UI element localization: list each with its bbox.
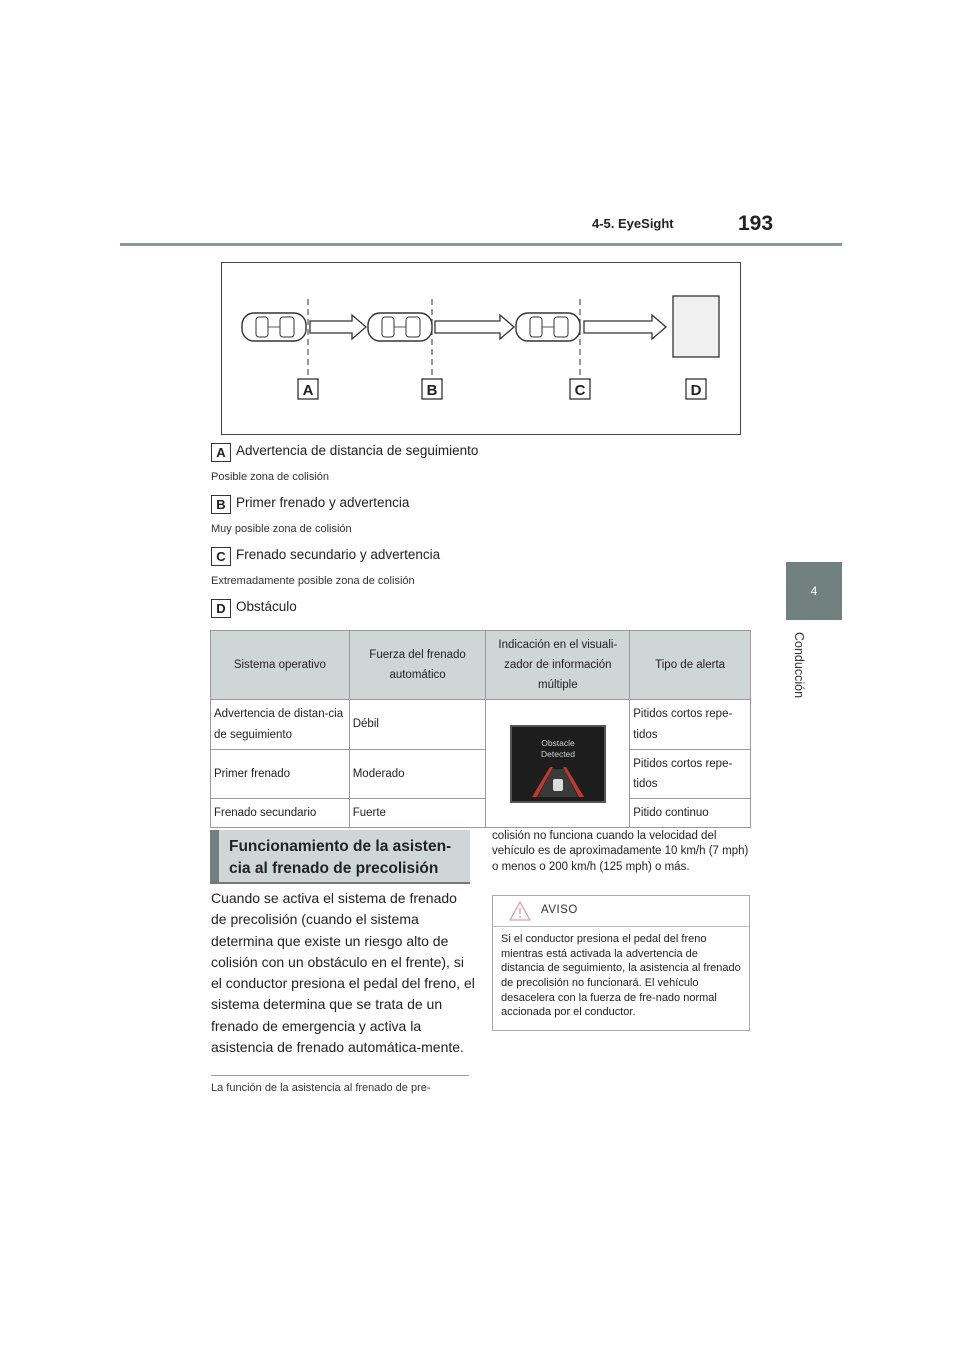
table-cell: Pitidos cortos repe-tidos xyxy=(630,749,751,798)
table-cell: Débil xyxy=(349,700,486,749)
legend-description: Muy posible zona de colisión xyxy=(211,523,352,535)
table-header: Sistema operativo xyxy=(211,631,350,700)
car-icon xyxy=(242,313,306,341)
table-cell: Pitidos cortos repe-tidos xyxy=(630,700,751,749)
legend-item-d xyxy=(211,599,297,618)
warning-triangle-icon xyxy=(509,901,531,921)
legend-title: Frenado secundario y advertencia xyxy=(236,547,441,562)
table-row xyxy=(211,700,751,749)
marker-c xyxy=(570,379,590,399)
notice-box xyxy=(492,895,750,1031)
table-cell: Moderado xyxy=(349,749,486,798)
legend-title: Obstáculo xyxy=(236,599,297,614)
legend-title: Primer frenado y advertencia xyxy=(236,495,410,510)
table-header: Fuerza del frenado automático xyxy=(349,631,486,700)
arrow-icon xyxy=(310,315,366,339)
continuation-text: colisión no funciona cuando la velocidad del vehículo es de aproximadamente 10 km/h (7 mph) o menos o 200 km/h (125 mph) o más. xyxy=(492,830,749,873)
display-image-cell xyxy=(486,700,630,828)
legend-description: Posible zona de colisión xyxy=(211,471,330,483)
legend-badge: A xyxy=(211,443,231,462)
table-cell: Primer frenado xyxy=(211,749,350,798)
legend-item-c xyxy=(211,547,440,566)
legend-item-b xyxy=(211,495,409,514)
display-text-2: Detected xyxy=(540,748,575,759)
table-row xyxy=(211,749,751,798)
car-icon xyxy=(368,313,432,341)
zone-diagram xyxy=(221,262,741,435)
marker-d xyxy=(686,379,706,399)
marker-a-label: A xyxy=(302,382,314,399)
chapter-label: Conducción xyxy=(792,632,806,699)
table-header: Indicación en el visuali-zador de información múltiple xyxy=(486,631,630,700)
body-paragraph: Cuando se activa el sistema de frenado de precolisión (cuando el sistema determina que existe un riesgo alto de colisión con un obstáculo en el frente), si el conductor presiona el pedal del freno, el sistema determina que se trata de un frenado de emergencia y activa la asistencia de frenado automática-mente. xyxy=(211,890,475,1055)
table-cell: Fuerte xyxy=(349,798,486,827)
section-heading: Funcionamiento de la asisten-cia al frenado de precolisión xyxy=(210,830,470,882)
obstacle-detected-display xyxy=(510,725,606,803)
table-cell: Pitido continuo xyxy=(630,798,751,827)
legend-badge: D xyxy=(211,599,231,618)
arrow-icon xyxy=(584,315,666,339)
notice-body: Si el conductor presiona el pedal del freno mientras está activada la advertencia de distancia de seguimiento, la asistencia al frenado de precolisión no funcionará. El vehículo desacelera con la fuerza de fre-nado normal accionada por el conductor. xyxy=(501,933,741,1019)
footnote-rule xyxy=(211,1075,469,1076)
table-row xyxy=(211,798,751,827)
display-text-1: Obstacle xyxy=(541,737,575,748)
table-cell: Advertencia de distan-cia de seguimiento xyxy=(211,700,350,749)
section-title: 4-5. EyeSight xyxy=(592,216,674,231)
legend-badge: B xyxy=(211,495,231,514)
chapter-number: 4 xyxy=(810,584,818,598)
notice-title: AVISO xyxy=(541,904,578,916)
display-screen-svg xyxy=(512,727,604,801)
notice-header xyxy=(493,896,749,927)
chapter-tab xyxy=(786,562,842,620)
marker-a xyxy=(298,379,318,399)
legend-description: Extremadamente posible zona de colisión xyxy=(211,575,415,587)
header-rule xyxy=(120,243,842,246)
heading-rule xyxy=(210,882,470,884)
zone-diagram-svg xyxy=(222,263,739,433)
legend-badge: C xyxy=(211,547,231,566)
page-number: 193 xyxy=(738,212,774,235)
marker-d-label: D xyxy=(690,382,702,399)
car-icon xyxy=(516,313,580,341)
table-header-row xyxy=(211,631,751,700)
legend-title: Advertencia de distancia de seguimiento xyxy=(236,443,479,458)
marker-b xyxy=(422,379,442,399)
obstacle-box xyxy=(673,296,719,357)
footnote-text: La función de la asistencia al frenado de pre- xyxy=(211,1082,431,1094)
legend-item-a xyxy=(211,443,478,462)
marker-c-label: C xyxy=(574,382,586,399)
operation-table xyxy=(210,630,751,828)
vehicle-icon xyxy=(553,779,563,791)
arrow-icon xyxy=(435,315,514,339)
table-cell: Frenado secundario xyxy=(211,798,350,827)
marker-b-label: B xyxy=(426,382,438,399)
table-header: Tipo de alerta xyxy=(630,631,751,700)
